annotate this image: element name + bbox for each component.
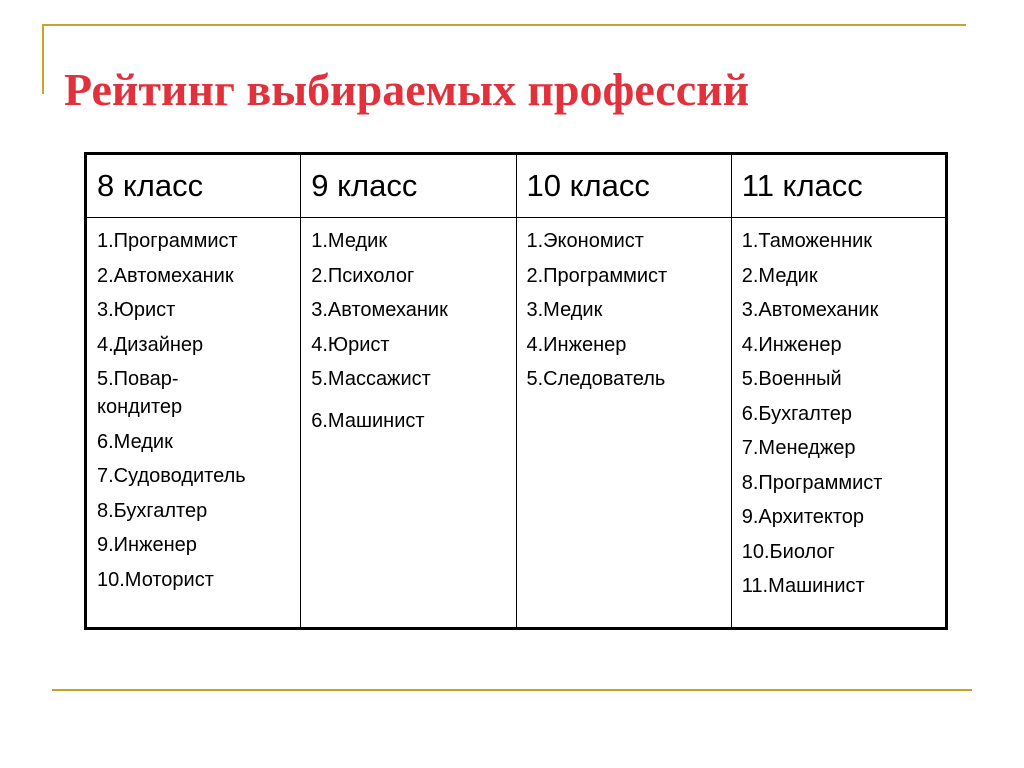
professions-table	[84, 152, 948, 630]
list-item: 2.Медик	[741, 264, 818, 287]
list-item: 3.Юрист	[97, 299, 176, 321]
grade-8-cell	[86, 218, 301, 629]
list-item: 2.Психолог	[311, 264, 415, 287]
grade-9-list	[311, 227, 515, 435]
grade-10-list	[527, 227, 731, 393]
list-item: 4.Инженер	[741, 333, 842, 356]
list-item: 9.Инженер	[97, 534, 197, 556]
grade-11-list	[742, 227, 945, 600]
grade-9-cell	[301, 218, 516, 629]
grade-11-cell	[731, 218, 946, 629]
list-item: 6.Медик	[97, 430, 173, 453]
list-item: 4.Юрист	[311, 333, 390, 356]
column-header-grade-11: 11 класс	[731, 154, 946, 218]
list-item: 2.Программист	[526, 264, 668, 287]
list-item: 5.Повар- кондитер	[97, 368, 183, 418]
table-header-row	[86, 154, 947, 218]
table-body-row	[86, 218, 947, 629]
list-item: 8.Программист	[741, 471, 883, 494]
column-header-grade-9: 9 класс	[301, 154, 516, 218]
list-item: 5.Массажист	[311, 368, 431, 390]
decor-line-top	[42, 24, 966, 26]
list-item: 6.Машинист	[311, 410, 425, 432]
slide-title: Рейтинг выбираемых профессий	[64, 64, 750, 115]
list-item: 11.Машинист	[741, 575, 865, 597]
list-item: 1.Экономист	[526, 230, 644, 252]
decor-line-left	[42, 24, 44, 94]
list-item: 1.Программист	[97, 230, 238, 252]
column-header-grade-8: 8 класс	[86, 154, 301, 218]
list-item: 4.Дизайнер	[97, 333, 204, 356]
list-item: 5.Военный	[741, 368, 842, 390]
list-item: 5.Следователь	[526, 368, 666, 390]
list-item: 3.Автомеханик	[311, 299, 448, 321]
list-item: 7.Менеджер	[741, 437, 856, 459]
grade-8-list	[97, 227, 300, 594]
list-item: 6.Бухгалтер	[741, 402, 852, 425]
list-item: 4.Инженер	[526, 333, 627, 356]
list-item: 1.Таможенник	[741, 230, 873, 252]
decor-line-bottom	[52, 689, 972, 691]
list-item: 3.Автомеханик	[741, 299, 879, 321]
grade-10-cell	[516, 218, 731, 629]
list-item: 10.Моторист	[97, 568, 214, 591]
list-item: 10.Биолог	[741, 540, 835, 563]
column-header-grade-10: 10 класс	[516, 154, 731, 218]
list-item: 2.Автомеханик	[97, 264, 234, 287]
list-item: 9.Архитектор	[741, 506, 865, 528]
list-item: 1.Медик	[311, 230, 388, 252]
list-item: 7.Судоводитель	[97, 465, 246, 487]
list-item: 3.Медик	[526, 299, 603, 321]
list-item: 8.Бухгалтер	[97, 499, 208, 522]
